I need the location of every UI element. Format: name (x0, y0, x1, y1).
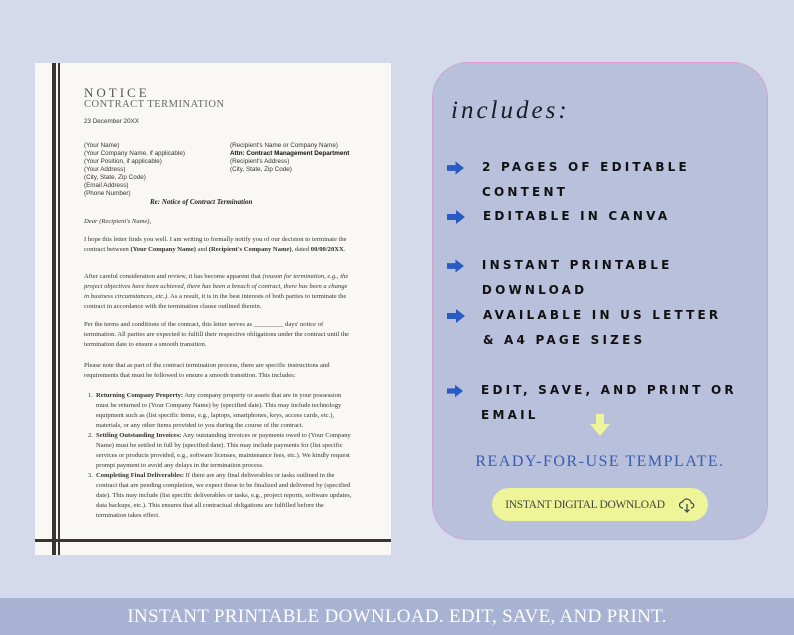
paragraph-2: After careful consideration and review, it has become apparent that (reason for termination, e.g., the project objectives have been achieved, there has been a breach of contract, there has been a change in business circumstances, etc.). As a result, it is in the best interests of both parties to terminate the contract in accordance with the termination clause outlined therein. (84, 273, 349, 310)
sender-line: (Phone Number) (84, 190, 131, 197)
bottom-banner: INSTANT PRINTABLE DOWNLOAD. EDIT, SAVE, AND PRINT. (0, 598, 794, 635)
arrow-down-icon (590, 414, 610, 436)
arrow-right-icon (447, 309, 465, 323)
recipient-line: (City, State, Zip Code) (230, 166, 292, 173)
recipient-block (230, 142, 349, 174)
salutation: Dear (Recipient's Name), (84, 218, 152, 225)
instant-download-button[interactable]: INSTANT DIGITAL DOWNLOAD (492, 488, 708, 521)
feature-item: 2 PAGES OF EDITABLE CONTENT (447, 161, 767, 205)
list-item: 2. Settling Outstanding Invoices: Any outstanding invoices or payments owed to (Your Company Name) must be settled in full by (specified date). This may include payments for (list specific services or products provided, e.g., software licenses, maintenance fees, etc.). We kindly request prompt payment to avoid any delays in the termination process. (88, 432, 351, 469)
decorative-bar (58, 63, 60, 555)
arrow-right-icon (447, 259, 464, 273)
paragraph-1: I hope this letter finds you well. I am writing to formally notify you of our decision to terminate the contract between (Your Company Name) and (Recipient's Company Name), dated 00/00/20XX. (84, 236, 347, 253)
cloud-download-icon (679, 497, 695, 513)
list-item: 3. Completing Final Deliverables: If there are any final deliverables or tasks outlined in the contract that are pending completion, we expect these to be finalized and delivered by (specified date). This may include (list specific deliverables or tasks, e.g., project reports, software updates, data backups, etc.). This ensures that all contractual obligations are fulfilled before the termination takes effect. (88, 472, 352, 519)
doc-title: NOTICE (84, 85, 150, 100)
sender-block (84, 142, 185, 198)
feature-item: EDIT, SAVE, AND PRINT OR EMAIL (447, 384, 767, 428)
sender-line: (Your Name) (84, 142, 120, 149)
sender-line: (Your Address) (84, 166, 126, 173)
sender-line: (Your Company Name, if applicable) (84, 150, 185, 157)
paragraph-4: Please note that as part of the contract termination process, there are specific instructions and requirements that must be followed to ensure a smooth transition. This includes: (84, 362, 330, 379)
includes-heading: includes: (451, 97, 570, 124)
sender-line: (City, State, Zip Code) (84, 174, 146, 181)
re-line: Re: Notice of Contract Termination (150, 198, 253, 206)
arrow-right-icon (447, 210, 465, 224)
sender-line: (Your Position, if applicable) (84, 158, 162, 165)
doc-date: 23 December 20XX (84, 118, 139, 125)
feature-line: AVAILABLE IN US LETTER (483, 308, 722, 322)
feature-item: EDITABLE IN CANVA (447, 210, 670, 229)
feature-line: & A4 PAGE SIZES (483, 333, 646, 347)
decorative-line (35, 539, 391, 542)
recipient-line: (Recipient's Name or Company Name) (230, 142, 338, 149)
list-item: 1. Returning Company Property: Any company property or assets that are in your possession must be returned to (Your Company Name) by (specified date). This may include technology equipment such as (list specific items, e.g., laptops, smartphones, keys, access cards, etc.), materials, or any other items provided to you during the course of the contract. (88, 392, 342, 429)
arrow-right-icon (447, 161, 464, 175)
decorative-bar (52, 63, 56, 555)
letter-preview (35, 63, 391, 555)
sender-line: (Email Address) (84, 182, 129, 189)
ready-tagline: READY-FOR-USE TEMPLATE. (475, 453, 725, 470)
recipient-line: Attn: Contract Management Department (230, 150, 350, 157)
doc-subtitle: CONTRACT TERMINATION (84, 99, 225, 110)
arrow-right-icon (447, 384, 463, 398)
recipient-line: (Recipient's Address) (230, 158, 290, 165)
feature-item (447, 309, 721, 353)
includes-panel (432, 62, 768, 540)
feature-item: INSTANT PRINTABLE DOWNLOAD (447, 259, 767, 303)
paragraph-3: Per the terms and conditions of the contract, this letter serves as _________ days' notice of termination. All parties are expected to fulfill their respective obligations under the contract until the termination date to ensure a smooth transition. (84, 321, 349, 348)
requirements-list (88, 391, 354, 521)
